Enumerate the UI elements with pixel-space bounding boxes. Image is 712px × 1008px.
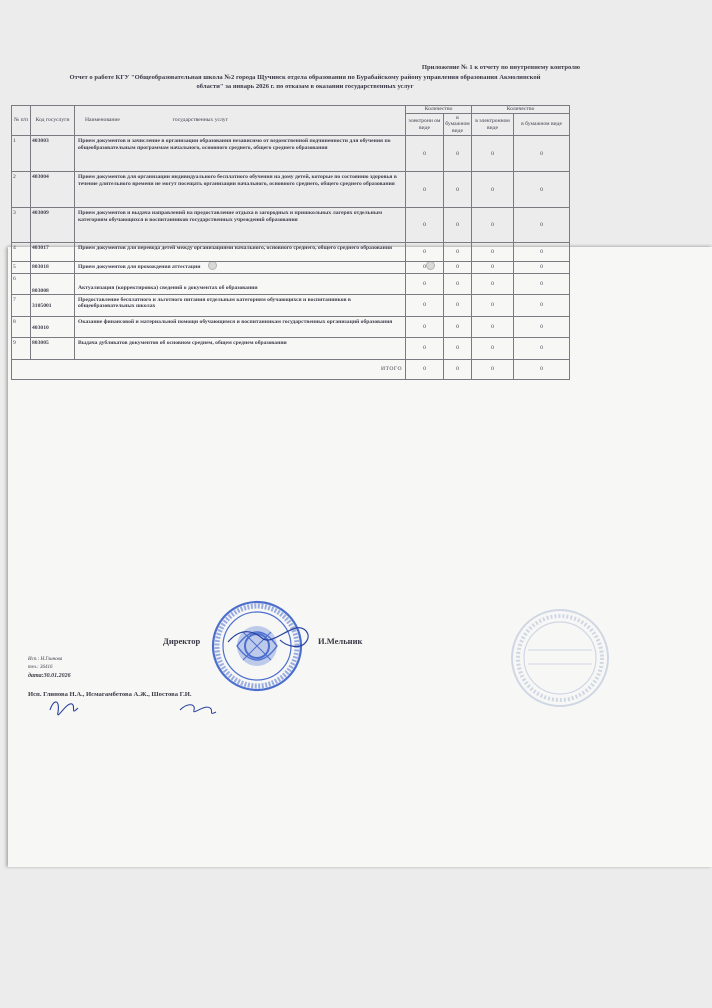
- row-value: 0: [472, 273, 514, 294]
- row-value: 0: [406, 136, 444, 172]
- row-index: 7: [12, 294, 31, 316]
- row-index: 1: [12, 136, 31, 172]
- total-value: 0: [472, 359, 514, 379]
- row-code: 403009: [31, 208, 75, 243]
- row-name: Прием документов и зачисление в организации образования независимо от ведомственной подчиненности для обучения по общеобразовательным программам начального, основного среднего, общего среднего образования: [75, 136, 406, 172]
- row-value: 0: [444, 337, 472, 359]
- header-sub2: в бумажном виде: [445, 114, 470, 134]
- row-value: 0: [406, 208, 444, 243]
- header-code: Код госуслуги: [31, 106, 75, 136]
- row-value: 0: [472, 136, 514, 172]
- row-value: 0: [472, 337, 514, 359]
- row-index: 4: [12, 243, 31, 262]
- row-code: 403003: [31, 136, 75, 172]
- row-value: 0: [444, 208, 472, 243]
- row-value: 0: [514, 243, 570, 262]
- executor-names: Исп. Глинова Н.А., Исмагамбетова А.Ж., Шостова Г.И.: [28, 691, 192, 698]
- row-value: 0: [406, 262, 444, 274]
- row-value: 0: [444, 273, 472, 294]
- row-name: Предоставление бесплатного и льготного питания отдельным категориям обучающихся и воспитанников в общеобразовательных школах: [75, 294, 406, 316]
- report-title-line1: Отчет о работе КГУ "Общеобразовательная школа №2 города Щучинск отдела образования по Бурабайскому району управления образования Акмолинской: [69, 74, 541, 81]
- row-index: 6: [12, 273, 31, 294]
- row-value: 0: [514, 172, 570, 208]
- row-index: 5: [12, 262, 31, 274]
- row-code: 803008: [31, 273, 75, 294]
- row-name: Выдача дубликатов документов об основном среднем, общем среднем образовании: [75, 337, 406, 359]
- header-num: № п/п: [12, 106, 31, 136]
- row-value: 0: [472, 208, 514, 243]
- appendix-note: Приложение № 1 к отчету по внутреннему контролю: [421, 64, 580, 71]
- header-group1: Количество: [406, 106, 472, 114]
- row-index: 2: [12, 172, 31, 208]
- row-value: 0: [444, 243, 472, 262]
- header-sub3: в электронном виде: [472, 114, 514, 136]
- header-name-left: Наименование: [85, 117, 120, 124]
- row-name: Прием документов для перевода детей между организациями начального, основного среднего, общего среднего образования: [75, 243, 406, 262]
- row-code: 403010: [31, 316, 75, 337]
- row-value: 0: [444, 316, 472, 337]
- row-value: 0: [514, 208, 570, 243]
- row-value: 0: [472, 316, 514, 337]
- row-code: 803018: [31, 262, 75, 274]
- total-label: ИТОГО: [12, 359, 406, 379]
- row-value: 0: [406, 337, 444, 359]
- row-code: 3105001: [31, 294, 75, 316]
- row-index: 8: [12, 316, 31, 337]
- director-label: Директор: [163, 636, 201, 646]
- row-name: Прием документов для организации индивидуального бесплатного обучения на дому детей, которые по состоянию здоровья в течение длительного времени не могут посещать организации начального, основного среднего, общего среднего образования: [75, 172, 406, 208]
- row-value: 0: [406, 273, 444, 294]
- row-value: 0: [472, 262, 514, 274]
- header-name-right: государственных услуг: [172, 117, 228, 124]
- row-value: 0: [514, 262, 570, 274]
- total-value: 0: [444, 359, 472, 379]
- row-code: 803005: [31, 337, 75, 359]
- row-value: 0: [514, 273, 570, 294]
- total-value: 0: [514, 359, 570, 379]
- row-value: 0: [514, 136, 570, 172]
- row-value: 0: [472, 294, 514, 316]
- row-value: 0: [444, 136, 472, 172]
- row-name: Прием документов и выдача направлений на предоставление отдыха в загородных и пришкольных лагерях отдельным категориям обучающихся и воспитанников государственных учреждений образования: [75, 208, 406, 243]
- row-name: Актуализация (корректировка) сведений о документах об образовании: [75, 273, 406, 294]
- director-name: И.Мельник: [318, 636, 363, 646]
- row-name: Оказание финансовой и материальной помощи обучающимся и воспитанникам государственных организаций образования: [75, 316, 406, 337]
- row-value: 0: [514, 294, 570, 316]
- executor-signature-right: [180, 705, 216, 714]
- executor-line: Исп.: Н.Глинова: [28, 657, 63, 662]
- executor-date: дата:30.01.2026: [28, 673, 71, 679]
- row-value: 0: [514, 316, 570, 337]
- row-value: 0: [444, 262, 472, 274]
- report-title-line2: области" за январь 2026 г. по отказам в оказании государственных услуг: [196, 82, 414, 90]
- header-sub4: в бумажном виде: [514, 114, 570, 136]
- total-value: 0: [406, 359, 444, 379]
- row-value: 0: [406, 172, 444, 208]
- row-name: Прием документов для прохождения аттестации: [75, 262, 406, 274]
- official-seal-stamp: [213, 602, 301, 690]
- row-code: 403017: [31, 243, 75, 262]
- row-index: 3: [12, 208, 31, 243]
- row-value: 0: [444, 294, 472, 316]
- executor-phone: тел.: 36416: [28, 665, 53, 670]
- row-value: 0: [472, 243, 514, 262]
- row-value: 0: [406, 316, 444, 337]
- row-index: 9: [12, 337, 31, 359]
- row-value: 0: [514, 337, 570, 359]
- executor-signature-left: [50, 702, 78, 715]
- row-code: 403004: [31, 172, 75, 208]
- row-value: 0: [406, 243, 444, 262]
- header-sub1: электрони ом виде: [406, 114, 444, 136]
- header-group2: Количество: [472, 106, 570, 114]
- faded-stamp: [512, 610, 608, 706]
- row-value: 0: [406, 294, 444, 316]
- row-value: 0: [444, 172, 472, 208]
- row-value: 0: [472, 172, 514, 208]
